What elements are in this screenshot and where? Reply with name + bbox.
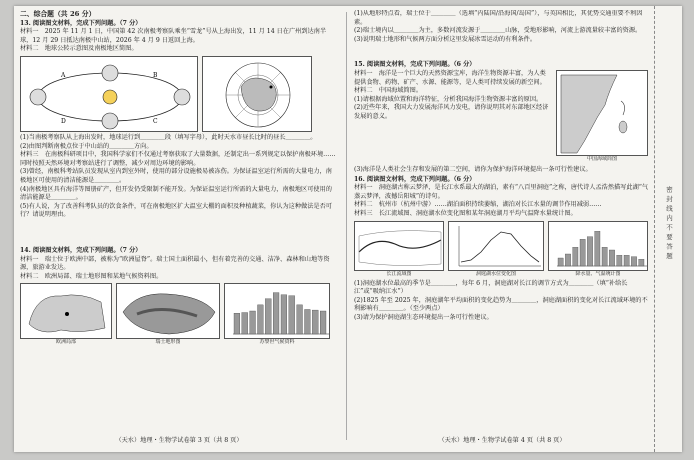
right-page [354,10,650,446]
china-sea-map-wrap [556,70,648,163]
bar [595,231,600,266]
q15-question-1: (1)请根据海域位置和海洋特征，分析我国海洋生物资源丰富的原因。 [354,95,543,103]
q16-question-1: (1)洞庭湖水位最高的季节是＿＿＿＿，每年 6 月，洞庭湖对长江的调节方式为＿＿＿＿（填“补给长江”或“吸纳江水”） [354,279,628,296]
bar [580,239,585,266]
bar [558,258,563,266]
water-level-caption: 洞庭湖水位变化图 [475,270,516,277]
europe-map-wrap [20,283,112,346]
q14-question-2: (2)瑞士境内以＿＿＿＿为主，多数河流发源于＿＿＿＿山脉，受地形影响，河流上游流量较丰富的资源。 [354,27,642,35]
q15-text [354,70,550,122]
bar [320,311,326,334]
q15-question-2: (2)近些年来，我国大力发展海洋风力发电，请你说明其对东部地区经济发展的意义。 [354,104,549,120]
q13-question-5: (5)有人说，为了改善科考队员的饮食条件，可在南极地区扩大温室大棚的面积及种植蔬菜，你认为这种做法是否可行？请说明理由。 [20,202,332,219]
precip-chart-caption: 降水量、气温统计图 [575,270,621,277]
earth-icon [102,113,118,129]
yangtze-map-caption: 长江流域图 [386,270,412,277]
q14-figures [20,283,338,346]
bar [258,305,264,334]
q15-heading: 15. 阅读图文材料，完成下列问题。（6 分） [354,61,476,69]
q13-question-1: (1)当南极考察队从上海出发时，地球运行到＿＿＿＿段（填写字母），此时天水市昼长比时的昼长＿＿＿＿。 [20,133,317,141]
zhongshan-station-marker [270,85,273,88]
china-sea-map [556,70,648,156]
bar [312,310,318,334]
q16-material-1: 材料一 洞庭湖古称云梦泽，是长江水系最大的湖泊，素有“八百里洞庭”之称，唐代诗人孟浩然描写此湖“气蒸云梦泽，波撼岳阳城”的诗句。 [354,184,649,200]
orbit-label-c: C [153,117,158,125]
q13-question-2: (2)由图判断南极点位于中山站的＿＿＿＿方向。 [20,142,153,150]
bar [250,311,256,334]
answer-space [354,44,650,60]
bar [631,256,636,265]
bar [609,250,614,266]
precip-chart-svg [549,222,648,271]
q14-heading: 14. 阅读图文材料，完成下列问题。（7 分） [20,246,142,254]
orbit-label-a: A [61,71,66,79]
binding-margin [654,6,682,452]
orbit-label-b: B [153,71,158,79]
bar [587,236,592,265]
q13-heading: 13. 阅读图文材料，完成下列问题。（7 分） [20,19,142,27]
china-sea-map-caption: 中国海域简图 [586,155,617,162]
q15-question-3: (3)海洋是人类社会生存和发展的第二空间，请你为保护海洋环境提出一条可行性建议。 [354,165,592,173]
q14-question-1: (1)从地形特点看，瑞士位于＿＿＿＿（选填“内陆国/沿海国/岛国”），与英国相比，其优势交通重要不利因素。 [354,10,643,26]
q14-question-3: (3)说明瑞士地形和气候两方面分析这里发展冰雪运动的有利条件。 [354,35,537,43]
antarctica-map [202,56,312,132]
bar [297,305,303,334]
margin-text: 密封线内不要答题 [665,186,673,262]
q13-material-3: 材料三 在南极科研项目中，我国科学家们不仅通过考察获取了大量数据，还制定出一系列规定以保护南极环境……同时按照天然环境对考察站进行了调整，减少对周边环境的影响。 [20,151,336,167]
water-level-chart-wrap [448,221,544,278]
q16-material-2: 材料二 杭州市（杭州中游）……湖泊面积持续萎缩，湖泊对长江水量的调节作用减弱…… [354,201,602,209]
q16-material-3: 材料三 长江流域图、洞庭湖水位变化图和某年洞庭湖月平均气温降水量统计图。 [354,209,577,217]
q15-block [354,70,650,166]
earth-icon [174,89,190,105]
q15-material-2: 材料二 中国海域简图。 [354,87,423,95]
climate-chart-wrap [224,283,330,346]
water-level-chart [448,221,544,271]
orbit-label-d: D [61,117,66,125]
q13-material-2: 材料二 地球公转示意图及南极地区简图。 [20,45,138,53]
europe-map-caption: 欧洲局部 [55,339,76,346]
section-title: 二、综合题（共 26 分） [20,10,96,18]
precip-chart-wrap [548,221,648,278]
precip-temp-chart [548,221,648,271]
q13-question-4: (4)南极地区具有海洋等图册矿产，但开发仍受限制不能开发。为保证温室运行所需的大量电力，南极地区可使用的清洁能源是＿＿＿＿。 [20,185,332,202]
sun-icon [103,90,117,104]
bar [242,313,248,334]
q16-question-3: (3)请为保护洞庭湖生态环境提出一条可行性建议。 [354,313,493,321]
bar [617,255,622,266]
q14-material-2: 材料二 欧洲局部、瑞士地形图和某地气候资料图。 [20,272,163,280]
bar [639,259,644,266]
yangtze-map-wrap [354,221,444,278]
europe-map [20,283,112,339]
q16-question-2: (2)1825 年至 2025 年，洞庭湖年平均面积的变化趋势为＿＿＿＿，洞庭湖面积的变化对长江流域环境的不利影响有＿＿＿＿。（至少两点） [354,296,648,313]
q16-heading: 16. 阅读图文材料，完成下列问题。（6 分） [354,175,476,183]
bar [305,310,311,335]
exam-sheet [14,6,682,452]
q16-figures [354,221,650,278]
left-page [20,10,338,446]
right-footer: （天水）地理・生物学试卷第 4 页（共 8 页） [438,437,566,445]
q15-material-1: 材料一 海洋是一个巨大的天然资源宝库，海洋生物资源丰富，为人类提供食物、药物、矿产、水源、能源等，是人类可持续发展的新空间。 [354,69,546,86]
swiss-map-wrap [116,283,220,346]
q13-figures [20,56,338,132]
bar [234,313,240,334]
answer-space [20,220,338,246]
earth-icon [30,89,46,105]
bar [265,299,271,334]
swiss-terrain-map [116,283,220,339]
bar [565,254,570,266]
swiss-map-caption: 瑞士地形图 [155,339,181,346]
climate-chart-caption: 苏黎世气候资料 [259,339,295,346]
bar [289,296,295,334]
bar [281,295,287,334]
orbit-diagram [20,56,198,132]
q13-question-3: (3)曾经，南极科考站队员发现从室内到室外时，使用的部分设施极易被冻伤。为保证温室运行所需的大量电力，南极地区可使用的清洁能源是＿＿＿＿。 [20,168,332,184]
bar [573,247,578,266]
climate-chart-svg [225,284,330,339]
earth-icon [102,65,118,81]
antarctic-continent [241,78,276,111]
bar [273,293,279,334]
bar [624,255,629,266]
bar [602,247,607,266]
left-footer: （天水）地理・生物学试卷第 3 页（共 8 页） [115,437,243,445]
q14-material-1: 材料一 瑞士位于欧洲中部，被称为“欧洲屋脊”。瑞士国土面积最小，但有着完善的交通、洁净、森林和山地等资源，旅游业发达。 [20,255,330,272]
yangtze-basin-map [354,221,444,271]
q13-material-1: 材料一 2025 年 11 月 1 日，中国第 42 次南极考察队乘坐“雪龙”号从上海出发，11 月 14 日在广州到达南半球，12 月 29 日抵达南极中山站，2026 年 4 月 9 日返回上海。 [20,28,327,44]
antarctica-svg [203,57,312,132]
orbit-svg [21,57,198,132]
climate-chart [224,283,330,339]
page-divider [346,12,347,440]
